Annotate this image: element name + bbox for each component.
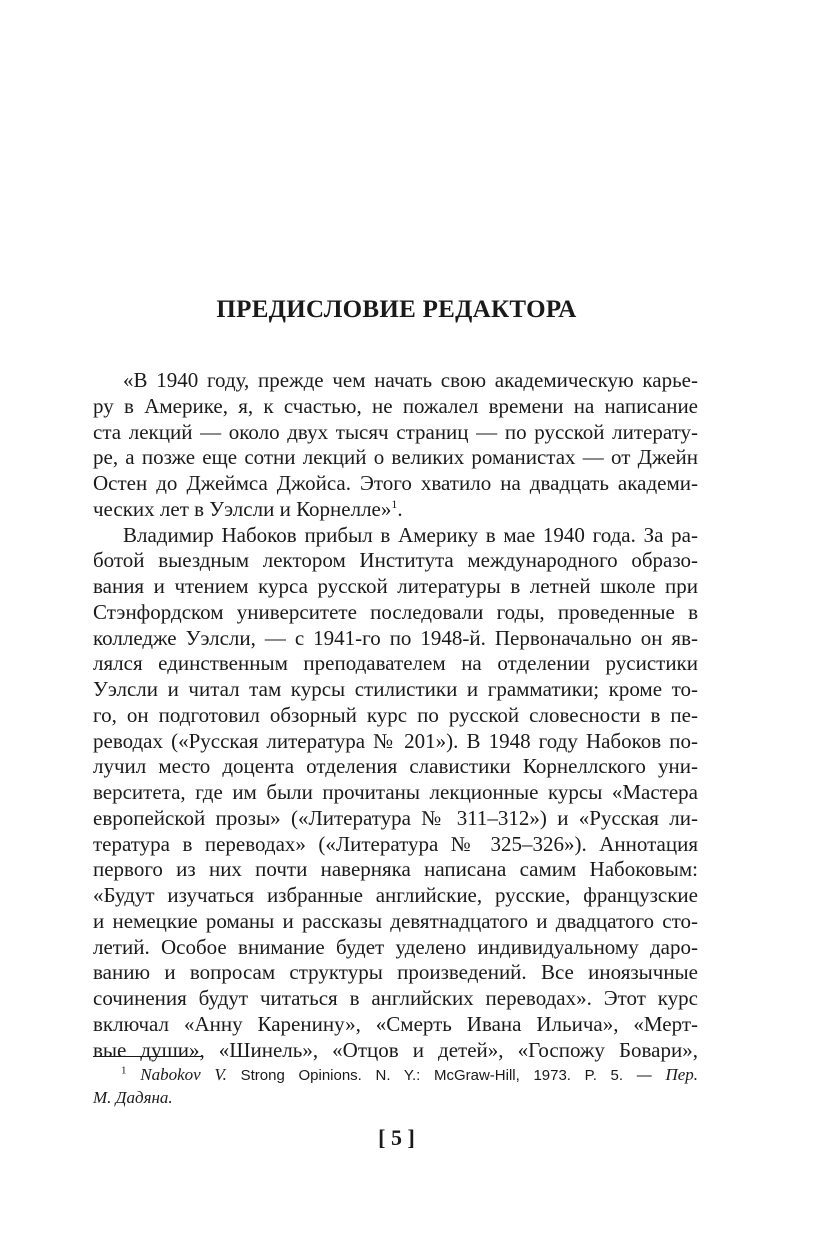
footnote-translator-name: М. Дадяна. — [93, 1088, 173, 1107]
text-line: лялся единственным преподавателем на отделении русистики — [93, 651, 698, 676]
text-line: лучил место доцента отделения славистики Корнеллского уни- — [93, 754, 698, 779]
footnote-divider — [93, 1056, 201, 1057]
footnote-author: Nabokov V. — [140, 1065, 227, 1084]
body-text — [93, 368, 698, 1063]
footnote-line — [93, 1063, 698, 1086]
text-line: ста лекций — около двух тысяч страниц — по русской литерату- — [93, 419, 698, 444]
text-line: вые души», «Шинель», «Отцов и детей», «Госпожу Бовари», — [93, 1037, 698, 1062]
text-line: ванию и вопросам структуры произведений. Все иноязычные — [93, 960, 698, 985]
text-line: тература в переводах» («Литература № 325–326»). Аннотация — [93, 831, 698, 856]
text-line: ре, а позже еще сотни лекций о великих романистах — от Джейн — [93, 445, 698, 470]
footnote-reference[interactable]: 1 — [391, 496, 398, 511]
footnote-translator-label: Пер. — [665, 1065, 699, 1084]
text-line: «В 1940 году, прежде чем начать свою академическую карье- — [123, 368, 698, 392]
text-line-content: ческих лет в Уэлсли и Корнелле» — [93, 496, 392, 521]
text-line: колледже Уэлсли, — с 1941-го по 1948-й. Первоначально он яв- — [93, 625, 698, 650]
text-line: вания и чтением курса русской литературы в летней школе при — [93, 574, 698, 598]
text-line: ботой выездным лектором Института международного образо- — [93, 548, 698, 573]
text-line: Остен до Джеймса Джойса. Этого хватило на двадцать академи- — [93, 471, 698, 495]
chapter-heading: ПРЕДИСЛОВИЕ РЕДАКТОРА — [216, 296, 577, 323]
text-line: ру в Америке, я, к счастью, не пожалел времени на написание — [93, 393, 698, 418]
text-line: сочинения будут читаться в английских переводах». Этот курс — [93, 986, 698, 1010]
text-line-last — [93, 497, 698, 523]
text-line: го, он подготовил обзорный курс по русской словесности в пе- — [93, 702, 698, 727]
text-line: Владимир Набоков прибыл в Америку в мае 1940 года. За ра- — [123, 522, 698, 547]
page-number: [ 5 ] — [378, 1125, 415, 1150]
text-line: Стэнфордском университете последовали годы, проведенные в — [93, 599, 698, 624]
text-line: «Будут изучаться избранные английские, русские, французские — [93, 883, 698, 907]
footnote-number: 1 — [121, 1064, 127, 1077]
footnote-line — [93, 1086, 698, 1109]
text-line: верситета, где им были прочитаны лекционные курсы «Мастера — [93, 780, 698, 804]
text-line: включал «Анну Каренину», «Смерть Ивана Ильича», «Мерт- — [93, 1011, 698, 1036]
text-line: европейской прозы» («Литература № 311–312») и «Русская ли- — [93, 805, 698, 830]
text-line: и немецкие романы и рассказы девятнадцатого и двадцатого сто- — [93, 908, 698, 933]
footnote-title: Strong Opinions. N. Y.: McGraw-Hill, 1973. P. 5. — — [240, 1067, 652, 1084]
sentence-end: . — [397, 496, 403, 521]
text-line: Уэлсли и читал там курсы стилистики и грамматики; кроме то- — [93, 677, 698, 701]
text-line: реводах («Русская литература № 201»). В 1948 году Набоков по- — [93, 728, 698, 753]
text-line: летий. Особое внимание будет уделено индивидуальному даро- — [93, 934, 698, 959]
text-line: первого из них почти наверняка написана самим Набоковым: — [93, 857, 698, 882]
footnote — [93, 1063, 698, 1109]
